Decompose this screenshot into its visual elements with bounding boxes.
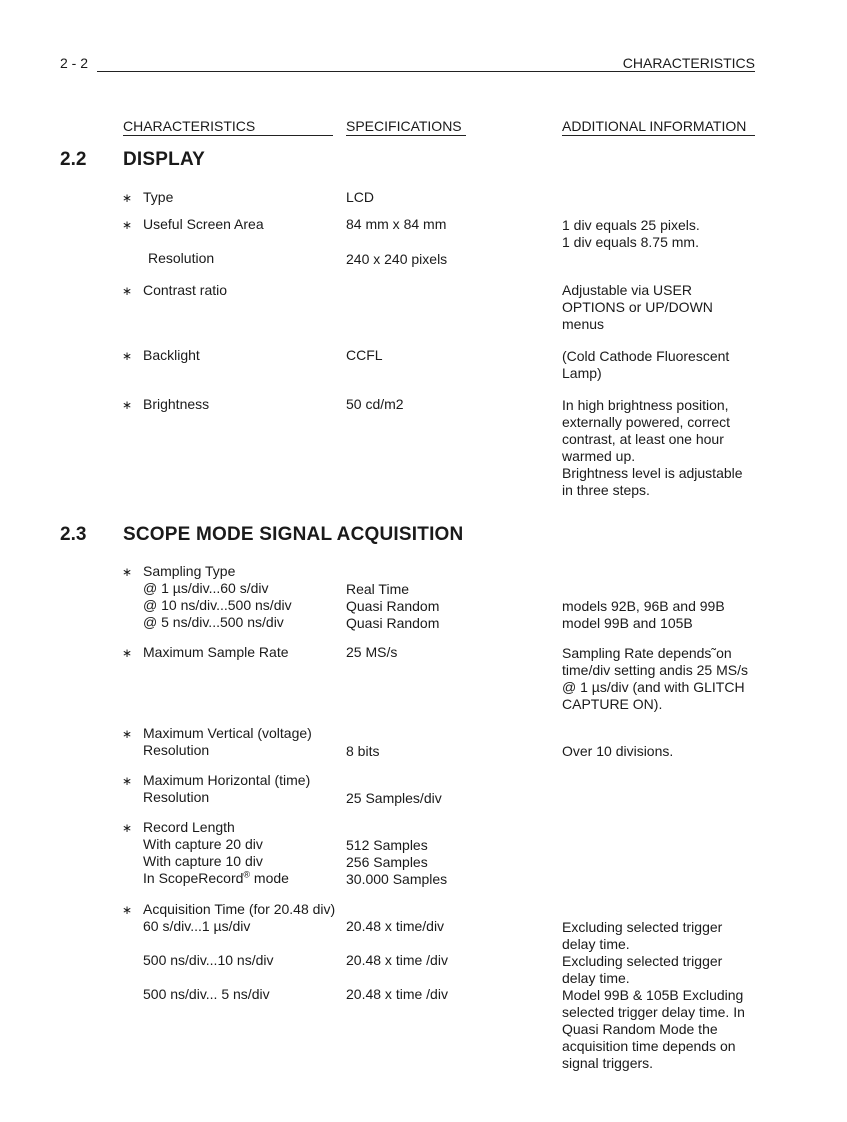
sub-row-info: Model 99B & 105B Excluding selected trigger delay time. In Quasi Random Mode the acquisition time depends on signal triggers.	[562, 987, 745, 1071]
row-spec: LCD	[346, 189, 375, 205]
sub-row-spec: 256 Samples	[346, 854, 428, 870]
sub-row-spec: 30.000 Samples	[346, 871, 448, 887]
row-spec: 25 Samples/div	[346, 790, 442, 806]
row-spec: 8 bits	[346, 743, 380, 759]
row-label: Acquisition Time (for 20.48 div)	[143, 901, 336, 917]
bullet-icon: ∗	[122, 218, 133, 232]
sub-row-label: @ 10 ns/div...500 ns/div	[143, 597, 292, 613]
section-number: 2.3	[60, 524, 87, 545]
row-info: Adjustable via USER OPTIONS or UP/DOWN menus	[562, 282, 713, 332]
col-header-specifications: SPECIFICATIONS	[346, 118, 462, 134]
col-header-additional: ADDITIONAL INFORMATION	[562, 118, 747, 134]
row-label: Maximum Horizontal (time) Resolution	[143, 772, 311, 805]
bullet-icon: ∗	[122, 727, 133, 741]
row-label: Backlight	[143, 347, 200, 363]
sub-row-label: In ScopeRecord® mode	[143, 869, 289, 886]
sub-row-info: Excluding selected trigger delay time.	[562, 953, 723, 986]
row-label: Useful Screen Area	[143, 216, 264, 232]
row-info: In high brightness position, externally powered, correct contrast, at least one hour warmed up. Brightness level is adjustable in three steps.	[562, 397, 743, 498]
sub-row-spec: 512 Samples	[346, 837, 428, 853]
sub-row-spec: 20.48 x time /div	[346, 952, 448, 968]
row-spec: 240 x 240 pixels	[346, 251, 448, 267]
row-info: 1 div equals 25 pixels. 1 div equals 8.75 mm.	[562, 217, 700, 250]
row-label: Maximum Sample Rate	[143, 644, 289, 660]
sub-row-label: With capture 10 div	[143, 853, 263, 869]
row-spec: 25 MS/s	[346, 644, 398, 660]
row-info: Over 10 divisions.	[562, 743, 674, 759]
sub-row-info: models 92B, 96B and 99B	[562, 598, 725, 614]
row-label: Sampling Type	[143, 563, 236, 579]
row-info: Sampling Rate depends˜on time/div setting andis 25 MS/s @ 1 µs/div (and with GLITCH CAPTURE ON).	[562, 645, 748, 712]
col-rule-specifications	[346, 135, 466, 136]
row-spec: 84 mm x 84 mm	[346, 216, 447, 232]
sub-row-label: With capture 20 div	[143, 836, 263, 852]
sub-row-label: @ 1 µs/div...60 s/div	[143, 580, 269, 596]
row-label: Type	[143, 189, 174, 205]
sub-row-info: model 99B and 105B	[562, 615, 693, 631]
sub-row-label: @ 5 ns/div...500 ns/div	[143, 614, 284, 630]
page-number: 2 - 2	[60, 55, 89, 71]
bullet-icon: ∗	[122, 284, 133, 298]
row-spec: CCFL	[346, 347, 383, 363]
col-header-characteristics: CHARACTERISTICS	[123, 118, 256, 134]
row-label: Maximum Vertical (voltage) Resolution	[143, 725, 312, 758]
bullet-icon: ∗	[122, 821, 133, 835]
sub-row-label: 500 ns/div... 5 ns/div	[143, 986, 270, 1002]
sub-row-label: 60 s/div...1 µs/div	[143, 918, 251, 934]
sub-row-spec: Quasi Random	[346, 598, 440, 614]
header-rule	[97, 71, 755, 72]
bullet-icon: ∗	[122, 191, 133, 205]
bullet-icon: ∗	[122, 398, 133, 412]
bullet-icon: ∗	[122, 565, 133, 579]
sub-row-label: 500 ns/div...10 ns/div	[143, 952, 274, 968]
bullet-icon: ∗	[122, 349, 133, 363]
row-spec: 50 cd/m2	[346, 396, 404, 412]
col-rule-characteristics	[123, 135, 333, 136]
bullet-icon: ∗	[122, 903, 133, 917]
sub-row-spec: 20.48 x time /div	[346, 986, 448, 1002]
sub-row-spec: 20.48 x time/div	[346, 918, 445, 934]
chapter-title: CHARACTERISTICS	[622, 55, 755, 71]
sub-row-spec: Real Time	[346, 581, 410, 597]
section-number: 2.2	[60, 149, 87, 170]
col-rule-additional	[562, 135, 755, 136]
section-title: DISPLAY	[123, 149, 206, 170]
row-label: Contrast ratio	[143, 282, 228, 298]
row-info: (Cold Cathode Fluorescent Lamp)	[562, 348, 730, 381]
sub-row-info: Excluding selected trigger delay time.	[562, 919, 723, 952]
row-label: Resolution	[148, 250, 215, 266]
sub-row-spec: Quasi Random	[346, 615, 440, 631]
row-label: Record Length	[143, 819, 235, 835]
bullet-icon: ∗	[122, 774, 133, 788]
bullet-icon: ∗	[122, 646, 133, 660]
row-label: Brightness	[143, 396, 210, 412]
section-title: SCOPE MODE SIGNAL ACQUISITION	[123, 524, 464, 545]
